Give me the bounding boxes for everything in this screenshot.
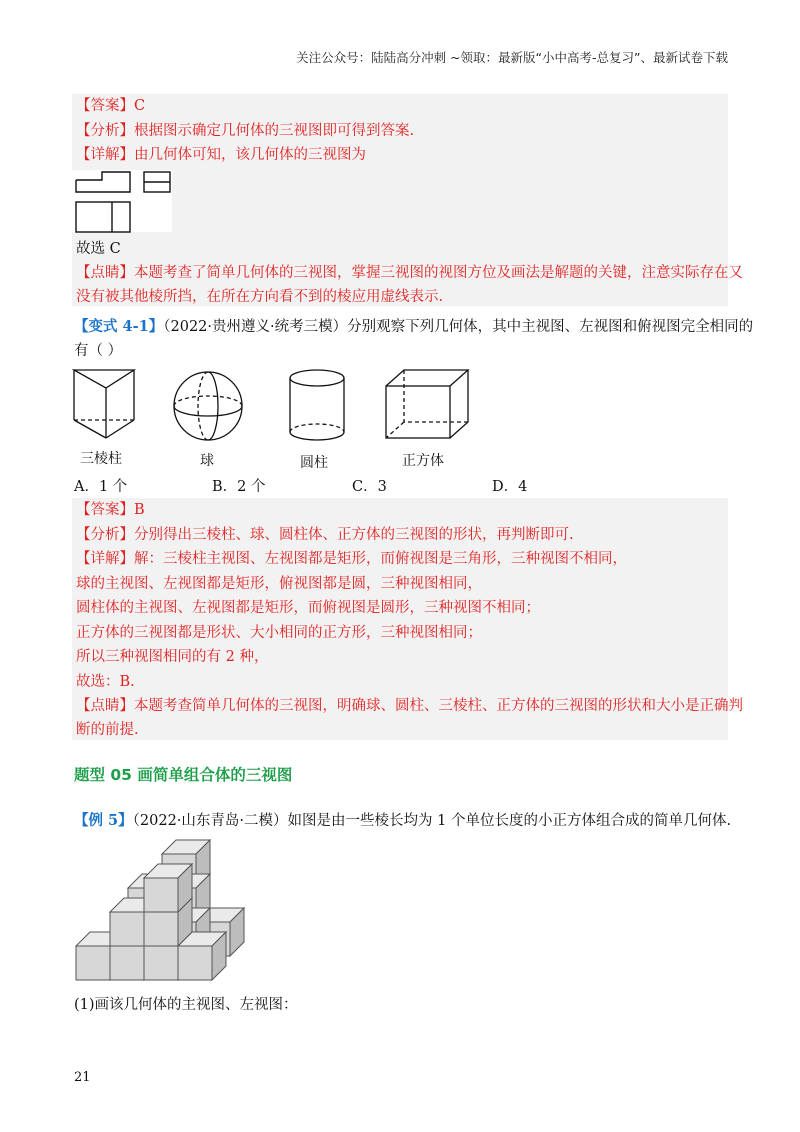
comment-line-2: 断的前提. xyxy=(76,722,139,738)
detail-line-5: 所以三种视图相同的有 2 种， xyxy=(76,649,269,665)
answer-line: 【答案】C xyxy=(76,98,146,114)
example-question: 【例 5】（2022·山东青岛·二模）如图是由一些棱长均为 1 个单位长度的小正方体组合成的简单几何体. xyxy=(74,812,732,829)
section-title: 题型 05 画简单组合体的三视图 xyxy=(74,766,293,784)
page-header: 关注公众号：陆陆高分冲刺 ~领取：最新版“小中高考-总复习”、最新试卷下载 xyxy=(296,50,728,65)
option-c: C．3 xyxy=(352,479,387,495)
shape-label-sphere: 球 xyxy=(200,453,214,469)
variant-question-line-2: 有（ ） xyxy=(74,343,123,359)
detail-line-3: 圆柱体的主视图、左视图都是矩形，而俯视图是圆形，三种视图不相同； xyxy=(76,600,540,616)
analysis-line: 【分析】根据图示确定几何体的三视图即可得到答案. xyxy=(76,123,415,139)
option-a: A．1 个 xyxy=(74,479,128,495)
comment-line-2: 没有被其他棱所挡，在所在方向看不到的棱应用虚线表示. xyxy=(76,289,444,305)
option-d: D．4 xyxy=(492,479,528,495)
solution-block-1 xyxy=(72,94,743,306)
analysis-line: 【分析】分别得出三棱柱、球、圆柱体、正方体的三视图的形状，再判断即可. xyxy=(76,527,574,543)
cube-figure xyxy=(384,368,470,440)
three-view-figure xyxy=(72,170,182,236)
page-number: 21 xyxy=(74,1070,91,1085)
variant-question-line-1: 【变式 4-1】（2022·贵州遵义·统考三模）分别观察下列几何体，其中主视图、左视图和俯视图完全相同的 xyxy=(74,318,754,335)
cube-stack-figure xyxy=(76,840,248,982)
detail-line-6: 故选：B. xyxy=(76,674,135,690)
detail-line-4: 正方体的三视图都是形状、大小相同的正方形，三种视图相同； xyxy=(76,625,482,641)
shape-label-cube: 正方体 xyxy=(402,453,444,469)
sphere-figure xyxy=(172,370,244,442)
detail-line: 【详解】由几何体可知，该几何体的三视图为 xyxy=(76,147,366,163)
answer-line: 【答案】B xyxy=(76,502,145,518)
shape-label-prism: 三棱柱 xyxy=(80,451,122,467)
comment-line-1: 【点睛】本题考查了简单几何体的三视图，掌握三视图的视图方位及画法是解题的关键，注意实际存在又 xyxy=(76,265,743,281)
triangular-prism-figure xyxy=(72,368,136,440)
detail-line-2: 球的主视图、左视图都是矩形，俯视图都是圆，三种视图相同， xyxy=(76,576,482,592)
question-part-1: (1)画该几何体的主视图、左视图： xyxy=(74,997,298,1013)
comment-line-1: 【点睛】本题考查简单几何体的三视图，明确球、圆柱、三棱柱、正方体的三视图的形状和大小是正确判 xyxy=(76,698,743,714)
shape-label-cylinder: 圆柱 xyxy=(300,455,328,471)
detail-line-1: 【详解】解：三棱柱主视图、左视图都是矩形，而俯视图是三角形，三种视图不相同， xyxy=(76,551,627,567)
option-b: B．2 个 xyxy=(212,479,266,495)
cylinder-figure xyxy=(288,368,346,444)
choose-line: 故选 C xyxy=(76,241,121,257)
solution-block-2 xyxy=(72,498,743,740)
